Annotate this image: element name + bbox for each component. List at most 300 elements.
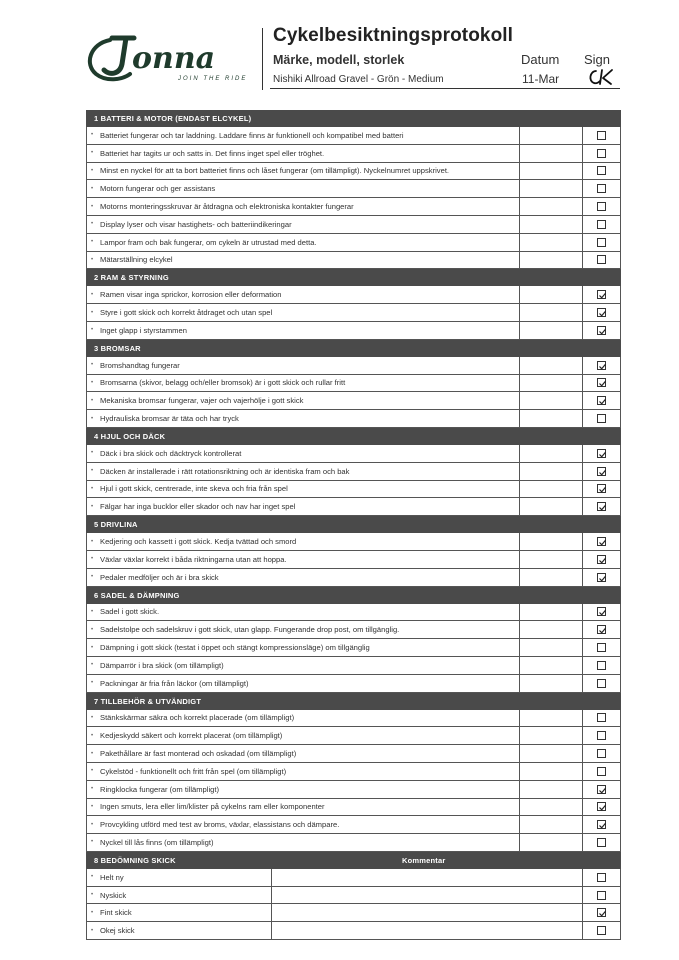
item-label: Bromshandtag fungerar <box>100 360 180 370</box>
checkbox[interactable] <box>597 537 606 546</box>
checkmark-icon <box>598 574 607 583</box>
checkbox[interactable] <box>597 202 606 211</box>
logo-tagline: JOIN THE RIDE <box>178 76 248 82</box>
checkbox[interactable] <box>597 555 606 564</box>
comment-cell[interactable] <box>520 410 583 427</box>
section-header: 6 SADEL & DÄMPNING <box>86 587 621 604</box>
item-cell <box>87 198 520 215</box>
bullet-icon: • <box>91 626 94 633</box>
checkmark-icon <box>598 397 607 406</box>
item-label: Ingen smuts, lera eller lim/klister på cykelns ram eller komponenter <box>100 802 325 812</box>
checkmark-icon <box>598 362 607 371</box>
section-header: 3 BROMSAR <box>86 340 621 357</box>
checkbox[interactable] <box>597 767 606 776</box>
checkbox-cell <box>583 621 620 638</box>
item-cell <box>87 710 520 727</box>
item-cell <box>87 463 520 480</box>
item-cell <box>87 322 520 339</box>
item-label: Ringklocka fungerar (om tillämpligt) <box>100 784 220 794</box>
item-cell <box>87 410 520 427</box>
comment-cell[interactable] <box>520 127 583 144</box>
checkbox[interactable] <box>597 908 606 917</box>
checkbox[interactable] <box>597 679 606 688</box>
checkbox-cell <box>583 410 620 427</box>
assessment-row <box>86 887 621 905</box>
checklist-row <box>86 392 621 410</box>
checkmark-icon <box>598 803 607 812</box>
comment-cell[interactable] <box>520 145 583 162</box>
item-label: Sadelstolpe och sadelskruv i gott skick, utan glapp. Fungerande drop post, om tillgänglig. <box>100 625 400 635</box>
checklist-row <box>86 198 621 216</box>
checklist-row <box>86 216 621 234</box>
bullet-icon: • <box>91 132 94 139</box>
checkbox[interactable] <box>597 326 606 335</box>
checklist-row <box>86 604 621 622</box>
checklist-row <box>86 834 621 852</box>
checkmark-icon <box>598 327 607 336</box>
assessment-row <box>86 869 621 887</box>
bullet-icon: • <box>91 662 94 669</box>
checkbox[interactable] <box>597 643 606 652</box>
checkbox-cell <box>583 481 620 498</box>
bullet-icon: • <box>91 768 94 775</box>
checkbox-cell <box>583 745 620 762</box>
checkbox-cell <box>583 322 620 339</box>
checkmark-icon <box>598 538 607 547</box>
item-label: Fint skick <box>100 908 132 918</box>
comment-cell[interactable] <box>520 445 583 462</box>
comment-cell[interactable] <box>520 463 583 480</box>
comment-cell[interactable] <box>520 745 583 762</box>
item-label: Bromsarna (skivor, belagg och/eller bromsok) är i gott skick och rullar fritt <box>100 378 346 388</box>
checklist-row <box>86 639 621 657</box>
comment-cell[interactable] <box>520 533 583 550</box>
item-cell <box>87 392 520 409</box>
item-label: Ramen visar inga sprickor, korrosion eller deformation <box>100 290 282 300</box>
item-label: Display lyser och visar hastighets- och batteriindikeringar <box>100 219 292 229</box>
bullet-icon: • <box>91 415 94 422</box>
item-cell <box>87 481 520 498</box>
checkbox-cell <box>583 569 620 586</box>
checkbox[interactable] <box>597 184 606 193</box>
bullet-icon: • <box>91 786 94 793</box>
item-label: Pedaler medföljer och är i bra skick <box>100 572 219 582</box>
sign-label: Sign <box>584 52 611 67</box>
checklist-row <box>86 410 621 428</box>
comment-cell[interactable] <box>272 904 583 921</box>
comment-cell[interactable] <box>520 781 583 798</box>
checklist-row <box>86 145 621 163</box>
bullet-icon: • <box>91 397 94 404</box>
bullet-icon: • <box>91 803 94 810</box>
comment-cell[interactable] <box>520 551 583 568</box>
checkbox[interactable] <box>597 467 606 476</box>
bullet-icon: • <box>91 185 94 192</box>
item-label: Batteriet har tagits ur och satts in. Det finns inget spel eller tröghet. <box>100 148 325 158</box>
section-header <box>86 852 621 869</box>
item-label: Packningar är fria från läckor (om tillämpligt) <box>100 678 249 688</box>
checkmark-icon <box>598 821 607 830</box>
bullet-icon: • <box>91 203 94 210</box>
checkbox-cell <box>583 463 620 480</box>
comment-cell[interactable] <box>520 481 583 498</box>
checkbox-cell <box>583 198 620 215</box>
section-header: 1 BATTERI & MOTOR (ENDAST ELCYKEL) <box>86 110 621 127</box>
item-label: Stänkskärmar säkra och korrekt placerade (om tillämpligt) <box>100 713 295 723</box>
comment-cell[interactable] <box>520 286 583 303</box>
checklist-row <box>86 286 621 304</box>
bullet-icon: • <box>91 608 94 615</box>
svg-text:onna: onna <box>132 41 216 76</box>
checklist-row <box>86 781 621 799</box>
checkbox[interactable] <box>597 414 606 423</box>
document-title: Cykelbesiktningsprotokoll <box>273 25 514 46</box>
checkmark-icon <box>598 309 607 318</box>
checklist-row <box>86 445 621 463</box>
checkbox-cell <box>583 533 620 550</box>
item-cell <box>87 621 520 638</box>
checklist-row <box>86 357 621 375</box>
checklist-row <box>86 816 621 834</box>
checkmark-icon <box>598 909 607 918</box>
comment-cell[interactable] <box>520 375 583 392</box>
checkbox[interactable] <box>597 378 606 387</box>
checkbox-cell <box>583 375 620 392</box>
item-cell <box>87 745 520 762</box>
item-cell <box>87 799 520 816</box>
assessment-row <box>86 904 621 922</box>
checklist-row <box>86 375 621 393</box>
comment-cell[interactable] <box>520 304 583 321</box>
item-cell <box>87 887 272 904</box>
section-title: 8 BEDÖMNING SKICK <box>94 855 176 865</box>
item-cell <box>87 604 520 621</box>
checkbox-cell <box>583 869 620 886</box>
bullet-icon: • <box>91 927 94 934</box>
checklist-row <box>86 180 621 198</box>
bike-info: Nishiki Allroad Gravel - Grön - Medium <box>273 74 444 85</box>
comment-cell[interactable] <box>520 198 583 215</box>
checkbox-cell <box>583 392 620 409</box>
checklist-row <box>86 799 621 817</box>
bullet-icon: • <box>91 874 94 881</box>
item-label: Styre i gott skick och korrekt åtdraget och utan spel <box>100 308 273 318</box>
checkbox[interactable] <box>597 713 606 722</box>
checkbox[interactable] <box>597 873 606 882</box>
item-cell <box>87 551 520 568</box>
bullet-icon: • <box>91 291 94 298</box>
bullet-icon: • <box>91 468 94 475</box>
bullet-icon: • <box>91 485 94 492</box>
checkbox-cell <box>583 710 620 727</box>
checkbox[interactable] <box>597 661 606 670</box>
checkbox-cell <box>583 234 620 251</box>
bullet-icon: • <box>91 450 94 457</box>
checkbox-cell <box>583 887 620 904</box>
checkmark-icon <box>598 291 607 300</box>
checkbox-cell <box>583 145 620 162</box>
bullet-icon: • <box>91 309 94 316</box>
checkbox[interactable] <box>597 891 606 900</box>
bullet-icon: • <box>91 839 94 846</box>
document-header <box>0 0 679 110</box>
bullet-icon: • <box>91 574 94 581</box>
comment-cell[interactable] <box>520 657 583 674</box>
checkbox[interactable] <box>597 131 606 140</box>
item-label: Motorns monteringsskruvar är åtdragna och elektroniska kontakter fungerar <box>100 202 354 212</box>
checkbox[interactable] <box>597 607 606 616</box>
checklist-row <box>86 252 621 270</box>
item-cell <box>87 252 520 269</box>
header-underline <box>270 88 620 89</box>
checkbox-cell <box>583 604 620 621</box>
item-label: Fälgar har inga bucklor eller skador och nav har inget spel <box>100 502 296 512</box>
item-cell <box>87 675 520 692</box>
comment-cell[interactable] <box>272 869 583 886</box>
bullet-icon: • <box>91 538 94 545</box>
item-label: Växlar växlar korrekt i båda riktningarna utan att hoppa. <box>100 554 287 564</box>
checkbox-cell <box>583 498 620 515</box>
comment-cell[interactable] <box>520 234 583 251</box>
item-cell <box>87 286 520 303</box>
comment-cell[interactable] <box>520 252 583 269</box>
item-cell <box>87 816 520 833</box>
checkbox-cell <box>583 799 620 816</box>
item-cell <box>87 375 520 392</box>
comment-cell[interactable] <box>520 498 583 515</box>
checkbox[interactable] <box>597 166 606 175</box>
checkbox-cell <box>583 216 620 233</box>
item-cell <box>87 869 272 886</box>
checkbox[interactable] <box>597 573 606 582</box>
bullet-icon: • <box>91 167 94 174</box>
comment-cell[interactable] <box>520 727 583 744</box>
item-cell <box>87 922 272 939</box>
item-label: Nyckel till lås finns (om tillämpligt) <box>100 837 214 847</box>
checkbox[interactable] <box>597 820 606 829</box>
item-label: Mätarställning elcykel <box>100 255 173 265</box>
checkbox[interactable] <box>597 290 606 299</box>
section-header: 5 DRIVLINA <box>86 516 621 533</box>
checkbox[interactable] <box>597 308 606 317</box>
checkbox-cell <box>583 357 620 374</box>
item-label: Pakethållare är fast monterad och oskadad (om tillämpligt) <box>100 749 297 758</box>
item-label: Motorn fungerar och ger assistans <box>100 184 216 194</box>
item-label: Hjul i gott skick, centrerade, inte skeva och fria från spel <box>100 484 288 494</box>
item-cell <box>87 145 520 162</box>
item-label: Cykelstöd - funktionellt och fritt från spel (om tillämpligt) <box>100 766 287 776</box>
checkbox[interactable] <box>597 731 606 740</box>
checkbox[interactable] <box>597 785 606 794</box>
comment-cell[interactable] <box>272 887 583 904</box>
item-cell <box>87 127 520 144</box>
checkbox[interactable] <box>597 149 606 158</box>
checklist-row <box>86 657 621 675</box>
comment-cell[interactable] <box>520 604 583 621</box>
datum-value: 11-Mar <box>522 72 560 86</box>
checklist-row <box>86 621 621 639</box>
checklist-row <box>86 127 621 145</box>
item-label: Helt ny <box>100 872 124 882</box>
item-cell <box>87 763 520 780</box>
checkbox[interactable] <box>597 238 606 247</box>
checkmark-icon <box>598 503 607 512</box>
bike-subtitle: Märke, modell, storlek <box>273 53 405 67</box>
item-cell <box>87 163 520 180</box>
checklist-row <box>86 234 621 252</box>
comment-cell[interactable] <box>520 763 583 780</box>
comment-cell[interactable] <box>520 216 583 233</box>
bullet-icon: • <box>91 644 94 651</box>
checkbox[interactable] <box>597 926 606 935</box>
item-cell <box>87 904 272 921</box>
item-label: Mekaniska bromsar fungerar, vajer och vajerhölje i gott skick <box>100 396 304 406</box>
item-label: Dämparrör i bra skick (om tillämpligt) <box>100 660 224 670</box>
item-cell <box>87 727 520 744</box>
bullet-icon: • <box>91 732 94 739</box>
bullet-icon: • <box>91 714 94 721</box>
checkbox[interactable] <box>597 838 606 847</box>
checkbox[interactable] <box>597 449 606 458</box>
comment-cell[interactable] <box>520 357 583 374</box>
item-cell <box>87 180 520 197</box>
comment-cell[interactable] <box>272 922 583 939</box>
item-cell <box>87 498 520 515</box>
assessment-row <box>86 922 621 940</box>
bullet-icon: • <box>91 909 94 916</box>
item-label: Nyskick <box>100 890 127 900</box>
checkmark-icon <box>598 556 607 565</box>
item-label: Minst en nyckel för att ta bort batteriet finns och låset fungerar (om tillämpligt). Nyckelnumret uppskrivet. <box>100 166 450 176</box>
item-cell <box>87 533 520 550</box>
checklist-row <box>86 304 621 322</box>
comment-cell[interactable] <box>520 569 583 586</box>
comment-column-header: Kommentar <box>402 855 446 865</box>
checkbox[interactable] <box>597 802 606 811</box>
item-cell <box>87 304 520 321</box>
item-label: Däcken är installerade i rätt rotationsriktning och är identiska fram och bak <box>100 466 350 476</box>
item-label: Kedjering och kassett i gott skick. Kedja tvättad och smord <box>100 537 297 547</box>
bullet-icon: • <box>91 680 94 687</box>
checkbox[interactable] <box>597 625 606 634</box>
comment-cell[interactable] <box>520 639 583 656</box>
checkbox-cell <box>583 763 620 780</box>
comment-cell[interactable] <box>520 621 583 638</box>
bullet-icon: • <box>91 239 94 246</box>
comment-cell[interactable] <box>520 675 583 692</box>
bullet-icon: • <box>91 892 94 899</box>
comment-cell[interactable] <box>520 799 583 816</box>
checklist-row <box>86 710 621 728</box>
comment-cell[interactable] <box>520 392 583 409</box>
checkbox[interactable] <box>597 749 606 758</box>
item-label: Dämpning i gott skick (testat i öppet och stängt kompressionsläge) om tillgänglig <box>100 643 370 653</box>
item-cell <box>87 834 520 851</box>
checklist-row <box>86 727 621 745</box>
header-divider <box>262 28 263 90</box>
comment-cell[interactable] <box>520 163 583 180</box>
bullet-icon: • <box>91 379 94 386</box>
checklist-row <box>86 163 621 181</box>
checklist-row <box>86 498 621 516</box>
bullet-icon: • <box>91 327 94 334</box>
section-header: 7 TILLBEHÖR & UTVÄNDIGT <box>86 693 621 710</box>
comment-cell[interactable] <box>520 834 583 851</box>
item-cell <box>87 216 520 233</box>
checkbox[interactable] <box>597 255 606 264</box>
checklist-row <box>86 763 621 781</box>
checkbox-cell <box>583 127 620 144</box>
checkbox-cell <box>583 904 620 921</box>
checkbox-cell <box>583 551 620 568</box>
checkbox-cell <box>583 163 620 180</box>
item-label: Okej skick <box>100 926 135 936</box>
checkmark-icon <box>598 608 607 617</box>
checkbox[interactable] <box>597 502 606 511</box>
checkmark-icon <box>598 786 607 795</box>
comment-cell[interactable] <box>520 322 583 339</box>
brand-logo <box>82 30 252 90</box>
checkmark-icon <box>598 450 607 459</box>
checkbox-cell <box>583 180 620 197</box>
checkbox-cell <box>583 834 620 851</box>
checkmark-icon <box>598 379 607 388</box>
item-label: Hydrauliska bromsar är täta och har tryck <box>100 414 239 424</box>
checklist-row <box>86 481 621 499</box>
bullet-icon: • <box>91 503 94 510</box>
checkbox-cell <box>583 304 620 321</box>
item-cell <box>87 234 520 251</box>
checkbox[interactable] <box>597 361 606 370</box>
comment-cell[interactable] <box>520 710 583 727</box>
checkbox-cell <box>583 252 620 269</box>
item-label: Lampor fram och bak fungerar, om cykeln är utrustad med detta. <box>100 237 317 247</box>
checklist-row <box>86 533 621 551</box>
checkbox-cell <box>583 727 620 744</box>
comment-cell[interactable] <box>520 180 583 197</box>
checkmark-icon <box>598 468 607 477</box>
checkbox-cell <box>583 639 620 656</box>
inspection-checklist <box>86 110 621 940</box>
item-cell <box>87 445 520 462</box>
item-label: Sadel i gott skick. <box>100 607 160 617</box>
item-cell <box>87 357 520 374</box>
checkbox[interactable] <box>597 220 606 229</box>
bullet-icon: • <box>91 221 94 228</box>
checklist-row <box>86 675 621 693</box>
datum-label: Datum <box>521 52 560 67</box>
checklist-row <box>86 551 621 569</box>
item-cell <box>87 639 520 656</box>
checkbox[interactable] <box>597 396 606 405</box>
bullet-icon: • <box>91 256 94 263</box>
item-label: Däck i bra skick och däcktryck kontrollerat <box>100 448 242 458</box>
bullet-icon: • <box>91 556 94 563</box>
item-label: Inget glapp i styrstammen <box>100 325 187 335</box>
checkbox-cell <box>583 286 620 303</box>
item-cell <box>87 781 520 798</box>
checkmark-icon <box>598 485 607 494</box>
checkbox[interactable] <box>597 484 606 493</box>
bullet-icon: • <box>91 150 94 157</box>
comment-cell[interactable] <box>520 816 583 833</box>
checklist-row <box>86 322 621 340</box>
checkbox-cell <box>583 781 620 798</box>
bullet-icon: • <box>91 821 94 828</box>
checklist-row <box>86 569 621 587</box>
checkbox-cell <box>583 816 620 833</box>
checklist-row <box>86 745 621 763</box>
